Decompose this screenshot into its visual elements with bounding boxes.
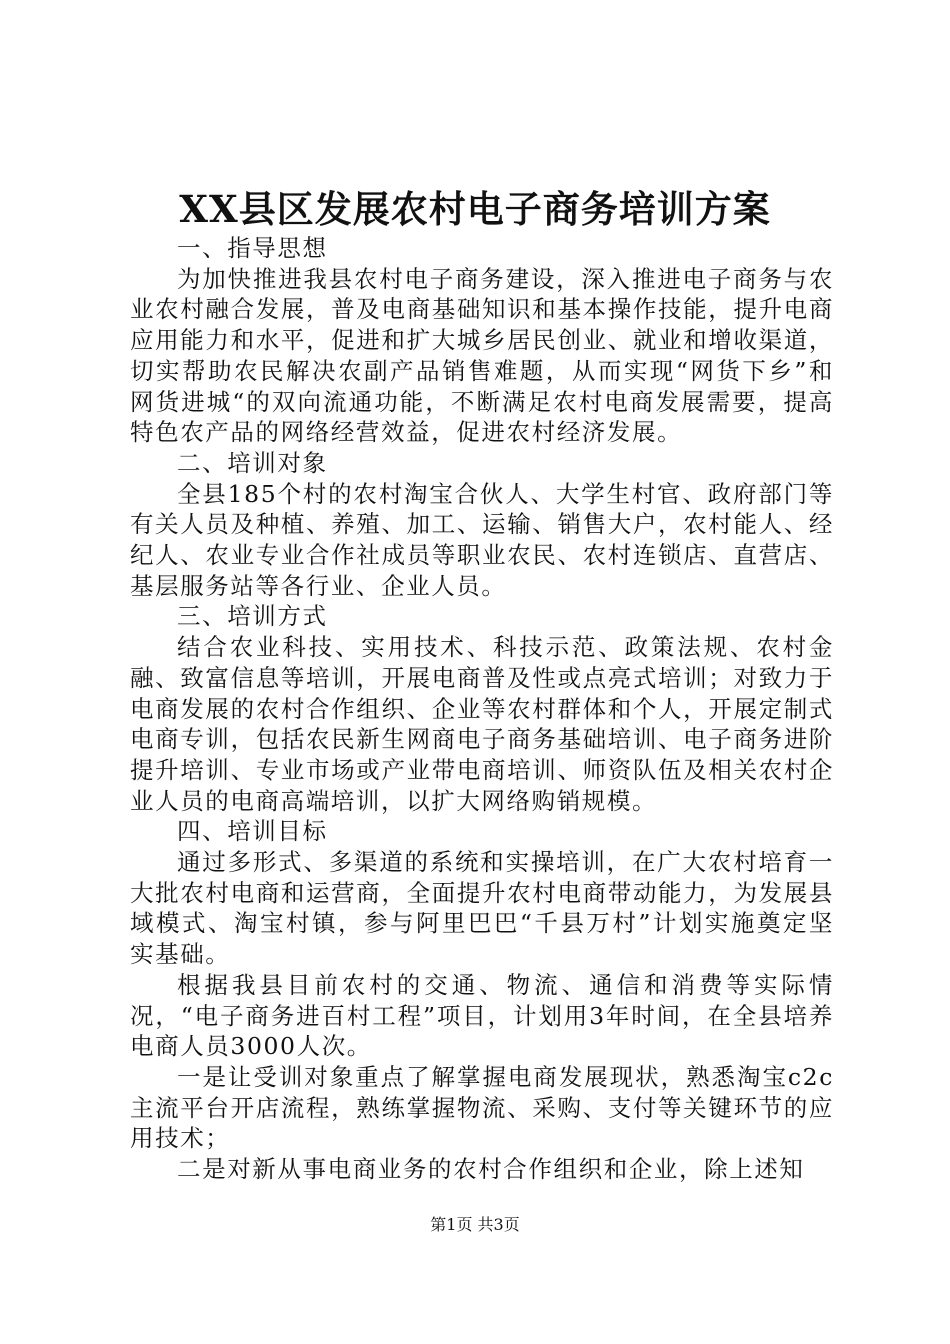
section-heading: 四、培训目标 — [177, 817, 328, 846]
paragraph: 一是让受训对象重点了解掌握电商发展现状，熟悉淘宝c2c主流平台开店流程，熟练掌握物流、采购、支付等关键环节的应用技术； — [130, 1062, 834, 1153]
section-heading: 三、培训方式 — [177, 602, 328, 631]
paragraph: 为加快推进我县农村电子商务建设，深入推进电子商务与农业农村融合发展，普及电商基础知识和基本操作技能，提升电商应用能力和水平，促进和扩大城乡居民创业、就业和增收渠道，切实帮助农民解决农副产品销售难题，从而实现“网货下乡”和网货进城“的双向流通功能，不断满足农村电商发展需要，提高特色农产品的网络经营效益，促进农村经济发展。 — [130, 264, 834, 447]
paragraph: 通过多形式、多渠道的系统和实操培训，在广大农村培育一大批农村电商和运营商，全面提升农村电商带动能力，为发展县域模式、淘宝村镇，参与阿里巴巴“千县万村”计划实施奠定坚实基础。 — [130, 848, 834, 969]
paragraph: 根据我县目前农村的交通、物流、通信和消费等实际情况，“电子商务进百村工程”项目，计划用3年时间，在全县培养电商人员3000人次。 — [130, 970, 834, 1061]
paragraph: 全县185个村的农村淘宝合伙人、大学生村官、政府部门等有关人员及种植、养殖、加工、运输、销售大户，农村能人、经纪人、农业专业合作社成员等职业农民、农村连锁店、直营店、基层服务站等各行业、企业人员。 — [130, 479, 834, 600]
document-title: XX县区发展农村电子商务培训方案 — [179, 187, 771, 231]
section-heading: 二、培训对象 — [177, 448, 328, 477]
document-body — [130, 233, 834, 1185]
section-heading: 一、指导思想 — [177, 234, 328, 262]
page-footer: 第1页 共3页 — [430, 1215, 520, 1234]
paragraph: 二是对新从事电商业务的农村合作组织和企业，除上述知 — [177, 1155, 805, 1184]
paragraph: 结合农业科技、实用技术、科技示范、政策法规、农村金融、致富信息等培训，开展电商普及性或点亮式培训；对致力于电商发展的农村合作组织、企业等农村群体和个人，开展定制式电商专训，包括农民新生网商电子商务基础培训、电子商务进阶提升培训、专业市场或产业带电商培训、师资队伍及相关农村企业人员的电商高端培训，以扩大网络购销规模。 — [130, 633, 834, 815]
